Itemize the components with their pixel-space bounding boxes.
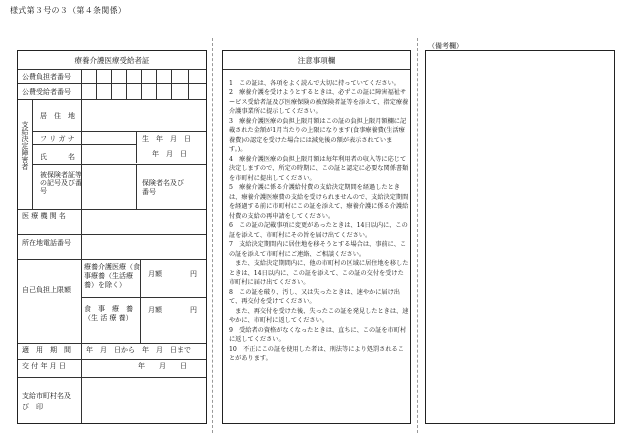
birth-date-label: 生 年 月 日 bbox=[142, 135, 191, 143]
divider bbox=[81, 234, 82, 259]
note-item: また、再交付を受けた後、失ったこの証を発見したときは、速やかに、市町村に返してください。 bbox=[229, 307, 409, 325]
note-item: また、支給決定期間内に、他の市町村の区域に居住地を移したときは、14日以内に、この証を添えて、この証の交付を受けた市町村に届け出てください。 bbox=[229, 260, 409, 287]
note-item: 7 支給決定期間内に居住地を移そうとする場合は、事前に、この証を添えて市町村にご連絡、ご相談ください。 bbox=[229, 241, 407, 258]
divider bbox=[18, 99, 206, 100]
divider bbox=[96, 69, 97, 83]
divider bbox=[140, 259, 141, 343]
divider bbox=[18, 234, 206, 235]
note-item: 10 不正にこの証を使用した者は、刑法等により処罰されることがあります。 bbox=[229, 345, 404, 363]
divider bbox=[126, 83, 127, 99]
fold-line-right bbox=[417, 38, 418, 433]
municipality-label: 支給市町村名及 び 印 bbox=[22, 392, 78, 411]
facility-name-label: 医 療 機 関 名 bbox=[22, 212, 66, 220]
divider bbox=[136, 164, 137, 209]
divider bbox=[141, 83, 142, 99]
divider bbox=[18, 83, 206, 84]
notes-title: 注意事項欄 bbox=[297, 56, 336, 65]
recipient-number-label: 公費受給者番号 bbox=[22, 88, 71, 96]
divider bbox=[32, 99, 33, 209]
fold-line-left bbox=[212, 38, 213, 433]
divider bbox=[156, 69, 157, 83]
divider bbox=[32, 164, 206, 165]
note-item: 9 受給者の資格がなくなったときは、直ちに、この証を市町村に返してください。 bbox=[229, 326, 407, 344]
note-item: 8 この証を破り、汚し、又は失ったときは、速やかに届け出て、再交付を受けてください。 bbox=[229, 288, 400, 306]
divider bbox=[111, 83, 112, 99]
divider bbox=[81, 297, 206, 298]
medical-care-monthly: 月額 円 bbox=[148, 270, 197, 278]
divider bbox=[136, 131, 137, 163]
note-item: 5 療養介護に係る介護給付費の支給決定期間を経過したときは、療養介護医療費の支給を受けられませんので、支給決定期間を経過する前に市町村にこの証を添えて、療養介護に係る介護給付費の支給の再申請をしてください。 bbox=[229, 184, 409, 220]
divider bbox=[81, 164, 82, 209]
divider bbox=[81, 377, 82, 423]
note-item: 6 この証の記載事項に変更があったときは、14日以内に、この証を添えて、市町村にその旨を届け出てください。 bbox=[229, 222, 408, 239]
divider bbox=[223, 69, 410, 70]
divider bbox=[111, 69, 112, 83]
divider bbox=[96, 83, 97, 99]
divider bbox=[126, 69, 127, 83]
age-date-value: 年 月 日 bbox=[152, 150, 187, 158]
divider bbox=[18, 209, 206, 210]
meal-cost-monthly: 月額 円 bbox=[148, 306, 197, 314]
remarks-title: （備考欄） bbox=[428, 42, 463, 50]
self-pay-limit-label: 自己負担上限額 bbox=[22, 286, 71, 294]
divider bbox=[81, 343, 82, 377]
facility-phone-label: 所在地電話番号 bbox=[22, 239, 71, 247]
divider bbox=[18, 259, 206, 260]
divider bbox=[18, 343, 206, 344]
divider bbox=[188, 83, 189, 99]
divider bbox=[156, 83, 157, 99]
name-label: 氏 名 bbox=[40, 153, 75, 161]
furigana-label: フ リ ガ ナ bbox=[40, 135, 75, 143]
medical-care-cost-label: 療養介護医療（食事療養（生活療養）を除く） bbox=[84, 263, 140, 290]
divider bbox=[18, 69, 206, 70]
divider bbox=[18, 359, 206, 360]
divider bbox=[81, 209, 82, 234]
issue-date-label: 交 付 年 月 日 bbox=[22, 362, 66, 370]
note-item: 4 療養介護医療の負担上限月額は毎年利用者の収入等に応じて決定しますので、所定の時期に、この証と認定に必要な関係書類を市町村に提出してください。 bbox=[229, 155, 409, 182]
note-item: 1 この証は、各項をよく読んで大切に持っていてください。 bbox=[229, 80, 400, 87]
divider bbox=[188, 69, 189, 83]
notes-list bbox=[229, 79, 409, 364]
payer-number-label: 公費負担者番号 bbox=[22, 73, 71, 81]
certificate-panel bbox=[17, 50, 207, 424]
period-value: 年 月 日から 年 月 日まで bbox=[86, 346, 191, 354]
recipient-side-label: 支給決定障害者 bbox=[21, 121, 29, 170]
note-item: 3 療養介護医療の負担上限月額はこの証の負担上限月額欄に記載された金額が1月当たりの上限になります(食事療養費(生活療養費)の認定を受けた場合には減免後の額が表示されています。)。 bbox=[229, 117, 407, 154]
certificate-title: 療養介護医療受給者証 bbox=[74, 56, 150, 65]
divider bbox=[32, 131, 206, 132]
remarks-panel bbox=[425, 50, 615, 424]
address-label: 居 住 地 bbox=[40, 112, 75, 120]
divider bbox=[32, 144, 136, 145]
divider bbox=[18, 377, 206, 378]
meal-cost-label: 食 事 療 養（生 活 療 養） bbox=[84, 305, 133, 323]
form-id: 様式第３号の３（第４条関係） bbox=[10, 6, 127, 15]
divider bbox=[141, 69, 142, 83]
note-item: 2 療養介護を受けようとするときは、必ずこの証に障害福祉サービス受給者証及び医療保険の被保険者証等を添えて、指定療養介護事業所に提示してください。 bbox=[229, 89, 409, 116]
divider bbox=[171, 69, 172, 83]
period-label: 適 用 期 間 bbox=[22, 346, 71, 354]
divider bbox=[171, 83, 172, 99]
divider bbox=[81, 259, 82, 343]
issue-date-value: 年 月 日 bbox=[138, 362, 187, 370]
insurer-label: 保険者名及び番号 bbox=[142, 179, 184, 196]
insured-card-label: 被保険者証等の記号及び番号 bbox=[40, 171, 82, 196]
